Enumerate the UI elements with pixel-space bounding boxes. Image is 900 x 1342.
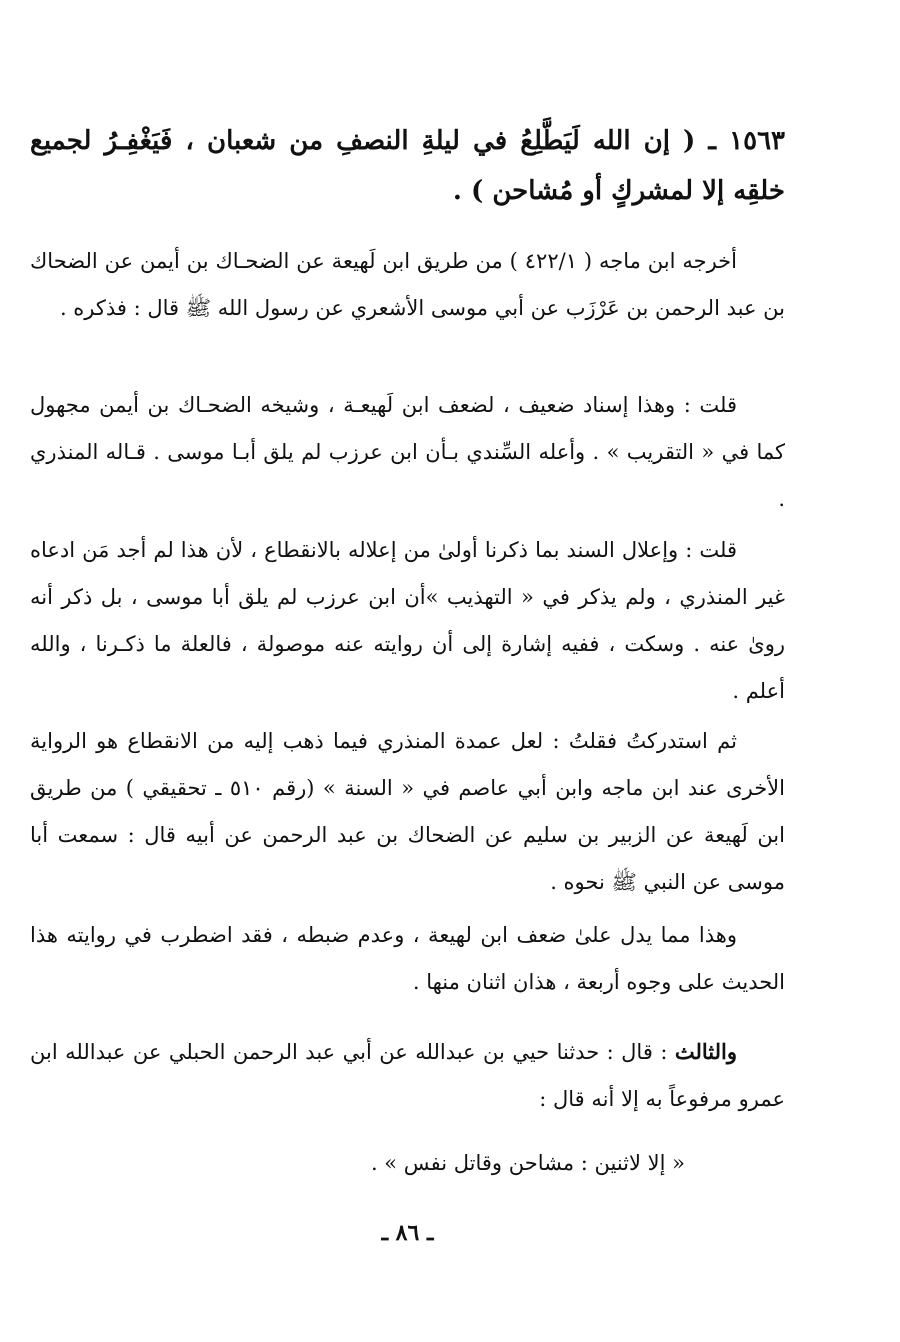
paragraph-illah: قلت : وإعلال السند بما ذكرنا أولىٰ من إعلاله بالانقطاع ، لأن هذا لم أجد مَن ادعاه غير المنذري ، ولم يذكر في « التهذيب »أن ابن عرزب لم يلق أبا موسى ، بل ذكر أنه روىٰ عنه . وسكت ، ففيه إشارة إلى أن روايته عنه موصولة ، فالعلة ما ذكـرنا ، والله أعلم .	[30, 538, 785, 703]
paragraph-istidrak: ثم استدركتُ فقلتُ : لعل عمدة المنذري فيما ذهب إليه من الانقطاع هو الرواية الأخرى عند ابن ماجه وابن أبي عاصم في « السنة » (رقم ٥١٠ ـ تحقيقي ) من طريق ابن لَهيعة عن الزبير بن سليم عن الضحاك بن عبد الرحمن عن أبيه قال : سمعت أبا موسى عن النبي ﷺ نحوه .	[30, 729, 785, 894]
paragraph-lead-word: والثالث	[674, 1039, 737, 1064]
paragraph-grading: قلت : وهذا إسناد ضعيف ، لضعف ابن لَهيعـة ، وشيخه الضحـاك بن أيمن مجهول كما في « التقريب » . وأعله السِّندي بـأن ابن عرزب لم يلق أبـا موسى . قـاله المنذري .	[30, 393, 785, 511]
book-page	[30, 0, 785, 1342]
page-number: ـ ٨٦ ـ	[381, 1220, 434, 1246]
paragraph-takhrij: أخرجه ابن ماجه ( ٤٢٢/١ ) من طريق ابن لَهيعة عن الضحـاك بن أيمن عن الضحاك بن عبد الرحمن بن عَرْزَب عن أبي موسى الأشعري عن رسول الله ﷺ قال : فذكره .	[30, 249, 785, 320]
hadith-heading: ١٥٦٣ ـ ( إن الله لَيَطَّلِعُ في ليلةِ النصفِ من شعبان ، فَيَغْفِـرُ لجميع خلقِه إلا لمشركٍ أو مُشاحن ) .	[30, 126, 785, 206]
paragraph-body: : قال : حدثنا حيي بن عبدالله عن أبي عبد الرحمن الحبلي عن عبدالله ابن عمرو مرفوعاً به إلا أنه قال :	[30, 1040, 785, 1111]
paragraph-idtirab: وهذا مما يدل علىٰ ضعف ابن لهيعة ، وعدم ضبطه ، فقد اضطرب في روايته هذا الحديث على وجوه أربعة ، هذان اثنان منها .	[30, 923, 785, 994]
paragraph-third-narration	[30, 1028, 785, 1123]
quoted-wording: « إلا لاثنين : مشاحن وقاتل نفس » .	[370, 1151, 685, 1175]
